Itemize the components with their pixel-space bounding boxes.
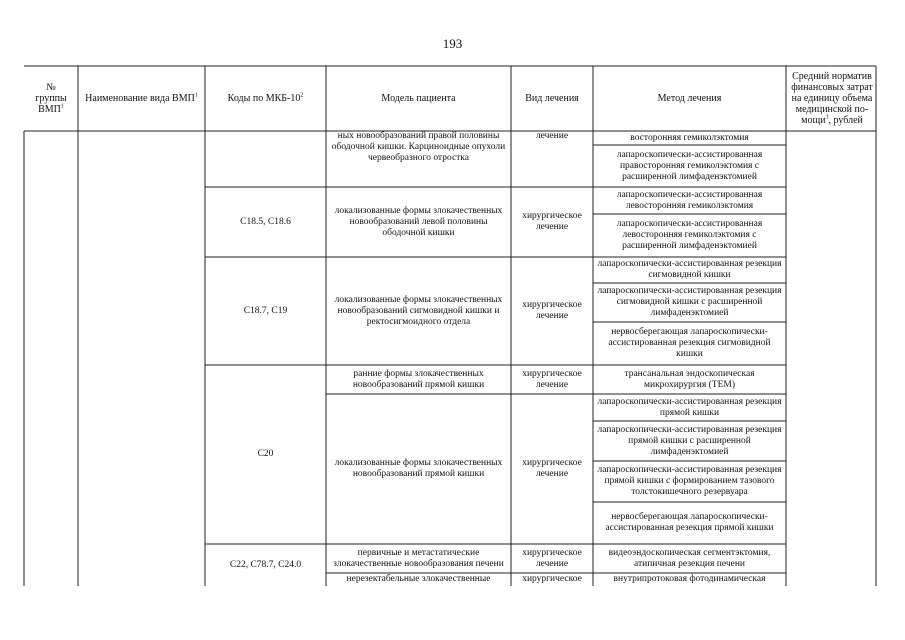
r4b-treatment: хирургическое лечение: [522, 458, 582, 479]
r5-codes: C22, C78.7, C24.0: [229, 559, 302, 570]
r5b-method-1: внутрипротоковая фотодинамическая: [613, 574, 766, 584]
r2-treatment: хирургическое лечение: [522, 211, 582, 232]
r1-model: ных новообразований правой половины ободочной кишки. Карциноидные опухоли червеобразного отростка: [331, 131, 506, 163]
r4b-method-4: нервосберегающая лапароскопически-ассистированная резекция прямой кишки: [605, 512, 774, 533]
header-treatment-type: Вид лечения: [525, 93, 579, 104]
r4a-model: ранние формы злокачественных новообразований прямой кишки: [352, 368, 485, 390]
r1-treatment: лечение: [535, 131, 569, 141]
header-group-line3: ВМП$^1$: [38, 103, 64, 115]
header-type-name: Наименование вида ВМП$^1$: [85, 92, 198, 104]
r4b-method-3: лапароскопически-ассистированная резекция прямой кишки с формированием тазового толстокишечного резервуара: [597, 465, 782, 497]
r5b-treatment: хирургическое: [522, 574, 582, 584]
r4b-model: локализованные формы злокачественных новообразований прямой кишки: [334, 458, 503, 479]
r5a-method-1: видеоэндоскопическая сегментэктомия, атипичная резекция печени: [608, 547, 771, 569]
header-group-line2: группы: [35, 93, 67, 104]
r1-method-2: лапароскопически-ассистированная правосторонняя гемиколэктомия с расширенной лимфаденэктомией: [616, 149, 763, 182]
r2-method-2: лапароскопически-ассистированная левосторонняя гемиколэктомия с расширенной лимфаденэктомией: [616, 219, 763, 251]
r3-model: локализованные формы злокачественных новообразований сигмовидной кишки и ректосигмоидного отдела: [334, 294, 503, 327]
r1-method-1: восторонняя гемиколэктомия: [630, 132, 749, 143]
r4a-method-1: трансанальная эндоскопическая микрохирургия (ТЕМ): [624, 368, 755, 390]
page-number: 193: [442, 36, 463, 51]
header-model: Модель пациента: [381, 93, 456, 104]
header-group-number: [24, 66, 78, 131]
header-method: Метод лечения: [657, 93, 722, 104]
r5b-model: нерезектабельные злокачественные: [346, 574, 491, 584]
r3-method-2: лапароскопически-ассистированная резекция сигмовидной кишки с расширенной лимфаденэктомией: [597, 286, 782, 318]
r3-codes: C18.7, C19: [243, 305, 288, 316]
header-norm: Средний норматив финансовых затрат на единицу объема медицинской по- мощи$^3$, рублей: [791, 71, 873, 126]
r3-method-1: лапароскопически-ассистированная резекция сигмовидной кишки: [597, 259, 782, 280]
r2-codes: C18.5, C18.6: [240, 216, 291, 227]
r2-method-1: лапароскопически-ассистированная левосторонняя гемиколэктомия: [616, 189, 763, 211]
r3-method-3: нервосберегающая лапароскопически-ассистированная резекция сигмовидной кишки: [608, 327, 771, 359]
r4-codes: C20: [257, 449, 274, 459]
r3-treatment: хирургическое лечение: [522, 300, 582, 321]
r4b-method-2: лапароскопически-ассистированная резекция прямой кишки с расширенной лимфаденэктомией: [597, 424, 782, 457]
r5a-treatment: хирургическое лечение: [522, 547, 582, 569]
r4a-treatment: хирургическое лечение: [522, 368, 582, 390]
header-codes: Коды по МКБ-$10^2$: [227, 92, 304, 104]
r4b-method-1: лапароскопически-ассистированная резекция прямой кишки: [597, 396, 782, 418]
r2-model: локализованные формы злокачественных новообразований левой половины ободочной кишки: [334, 205, 503, 238]
r5a-model: первичные и метастатические злокачественные новообразования печени: [333, 547, 504, 569]
header-group-no: №: [46, 82, 56, 93]
